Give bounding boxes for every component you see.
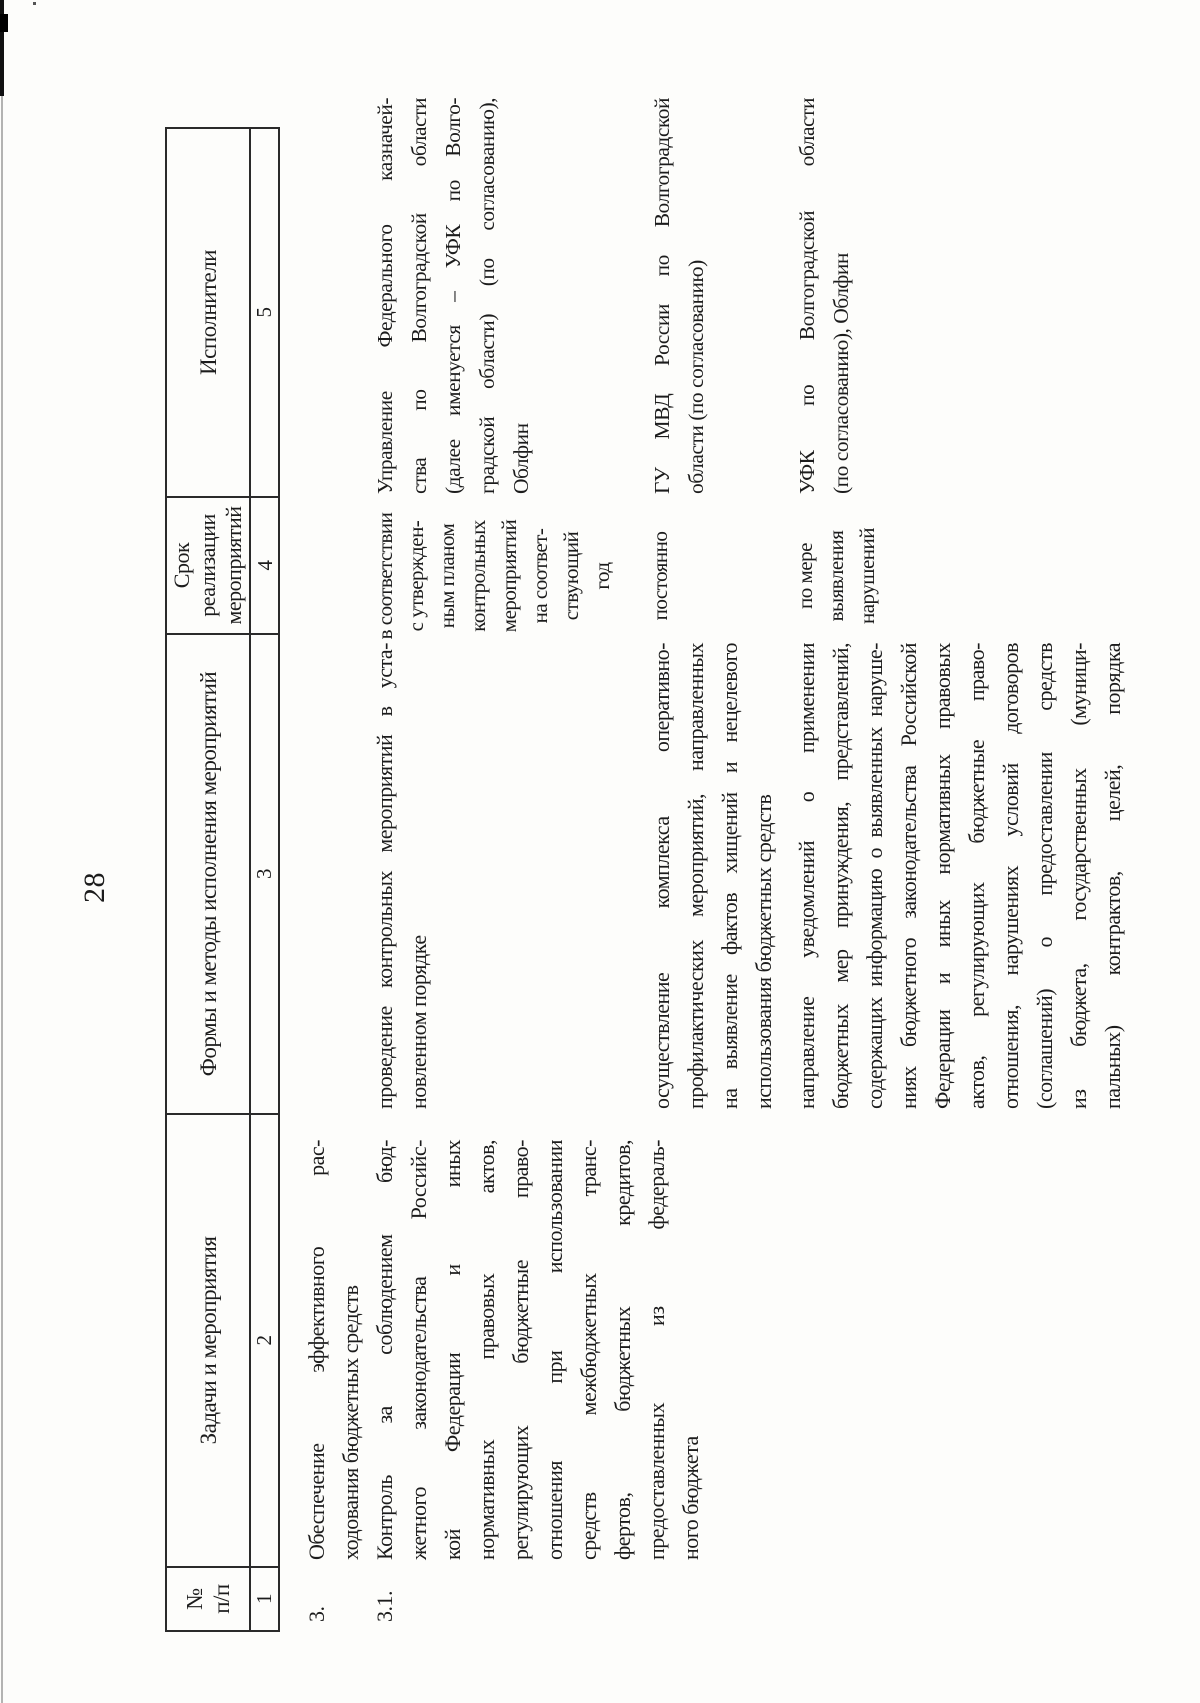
header-col-term-line3: мероприятий	[221, 506, 246, 625]
text-line: осуществление комплекса оперативно-	[649, 643, 674, 1109]
header-col-methods: Формы и методы исполнения мероприятий	[167, 633, 251, 1113]
text-line: Обеспечение эффективного рас-	[304, 1140, 329, 1560]
header-col-term	[167, 496, 251, 633]
scan-dot-artifact	[33, 2, 36, 5]
text-line: Управление Федерального казначей-	[373, 98, 397, 494]
text-line: ства по Волгоградской области	[407, 98, 431, 494]
text-line: фертов, бюджетных кредитов,	[610, 1140, 635, 1560]
row-3-1-task	[368, 1140, 708, 1560]
header-index-3: 3	[251, 633, 278, 1113]
row-3-1-executor-block-a	[368, 98, 538, 494]
text-line: Контроль за соблюдением бюд-	[372, 1140, 397, 1560]
text-line: по мере	[793, 543, 817, 609]
text-line: области (по согласованию)	[684, 260, 708, 494]
text-line: ным планом	[435, 523, 459, 629]
row-3-1-term-block-b	[645, 495, 676, 657]
text-line: мероприятий	[497, 519, 521, 633]
header-index-1: 1	[251, 1566, 278, 1630]
text-line: ствующий	[559, 531, 583, 621]
text-line: нарушений	[855, 528, 879, 624]
text-line: год	[590, 562, 614, 590]
text-line: кой Федерации и иных	[440, 1140, 465, 1560]
text-line: пальных) контрактов, целей, порядка	[1100, 643, 1125, 1109]
row-3-1-method-block-a	[368, 643, 436, 1109]
text-line: на соответ-	[528, 528, 552, 624]
text-line: жетного законодательства Российс-	[406, 1140, 431, 1560]
text-line: Облфин	[509, 423, 533, 494]
text-line: постоянно	[648, 531, 672, 621]
text-line: средств межбюджетных транс-	[576, 1140, 601, 1560]
text-line: на выявление фактов хищений и нецелевого	[717, 643, 742, 1109]
text-line: с утвержден-	[404, 520, 428, 632]
text-line: регулирующих бюджетные право-	[508, 1140, 533, 1560]
row-3-1-executor-block-c	[790, 98, 858, 494]
row-3-task	[300, 1140, 368, 1560]
row-3-1-executor-block-b	[645, 98, 713, 494]
page-number: 28	[78, 872, 111, 903]
header-col-term-line2: реализации	[195, 514, 220, 617]
text-line: направление уведомлений о применении	[794, 643, 819, 1109]
text-line: (соглашений) о предоставлении средств	[1032, 643, 1057, 1109]
header-index-4: 4	[251, 496, 278, 633]
text-line: Федерации и иных нормативных правовых	[930, 643, 955, 1109]
text-line: из бюджета, государственных (муници-	[1066, 643, 1091, 1109]
text-line: ного бюджета	[678, 1436, 703, 1560]
text-line: отношения при использовании	[542, 1140, 567, 1560]
row-3-1-method-block-b	[645, 643, 781, 1109]
text-line: нормативных правовых актов,	[474, 1140, 499, 1560]
header-index-row	[251, 129, 278, 1630]
text-line: содержащих информацию о выявленных наруше-	[862, 643, 887, 1109]
header-index-2: 2	[251, 1113, 278, 1566]
text-line: актов, регулирующих бюджетные право-	[964, 643, 989, 1109]
text-line: ниях бюджетного законодательства Российской	[896, 643, 921, 1109]
scan-blob-artifact	[0, 14, 8, 32]
header-title-row	[167, 129, 251, 1630]
text-line: (далее именуется – УФК по Волго-	[441, 98, 465, 494]
text-line: новленном порядке	[406, 935, 431, 1109]
text-line: (по согласованию), Облфин	[829, 253, 853, 494]
scan-edge-line	[1, 96, 3, 1703]
row-3-1-term-block-a	[370, 495, 618, 657]
text-line: профилактических мероприятий, направленных	[683, 643, 708, 1109]
text-line: проведение контрольных мероприятий в уста-	[372, 643, 397, 1109]
header-col-executors: Исполнители	[167, 129, 251, 496]
text-line: ходования бюджетных средств	[338, 1285, 363, 1560]
text-line: предоставленных из федераль-	[644, 1140, 669, 1560]
row-3-1-method-block-c	[790, 643, 1130, 1109]
text-line: бюджетных мер принуждения, представлений,	[828, 643, 853, 1109]
plan-table	[165, 98, 1175, 1632]
header-col-number	[167, 1566, 251, 1630]
header-col-term-line1: Срок	[169, 542, 194, 589]
header-col-tasks: Задачи и мероприятия	[167, 1113, 251, 1566]
row-3-1-number: 3.1.	[372, 1591, 397, 1622]
text-line: градской области) (по согласованию),	[475, 98, 499, 494]
text-line: использования бюджетных средств	[751, 794, 776, 1109]
header-col-number-line2: п/п	[209, 1584, 234, 1614]
row-3-number: 3.	[304, 1606, 329, 1622]
text-line: в соответствии	[373, 512, 397, 640]
header-col-number-line1: №	[182, 1588, 207, 1610]
header-index-5: 5	[252, 307, 276, 318]
text-line: ГУ МВД России по Волгоградской	[650, 98, 674, 494]
row-3-1-term-block-c	[790, 495, 883, 657]
table-header	[165, 127, 280, 1632]
text-line: УФК по Волгоградской области	[795, 98, 819, 494]
text-line: отношения, нарушениях условий договоров	[998, 643, 1023, 1109]
text-line: выявления	[824, 530, 848, 622]
text-line: контрольных	[466, 520, 490, 632]
